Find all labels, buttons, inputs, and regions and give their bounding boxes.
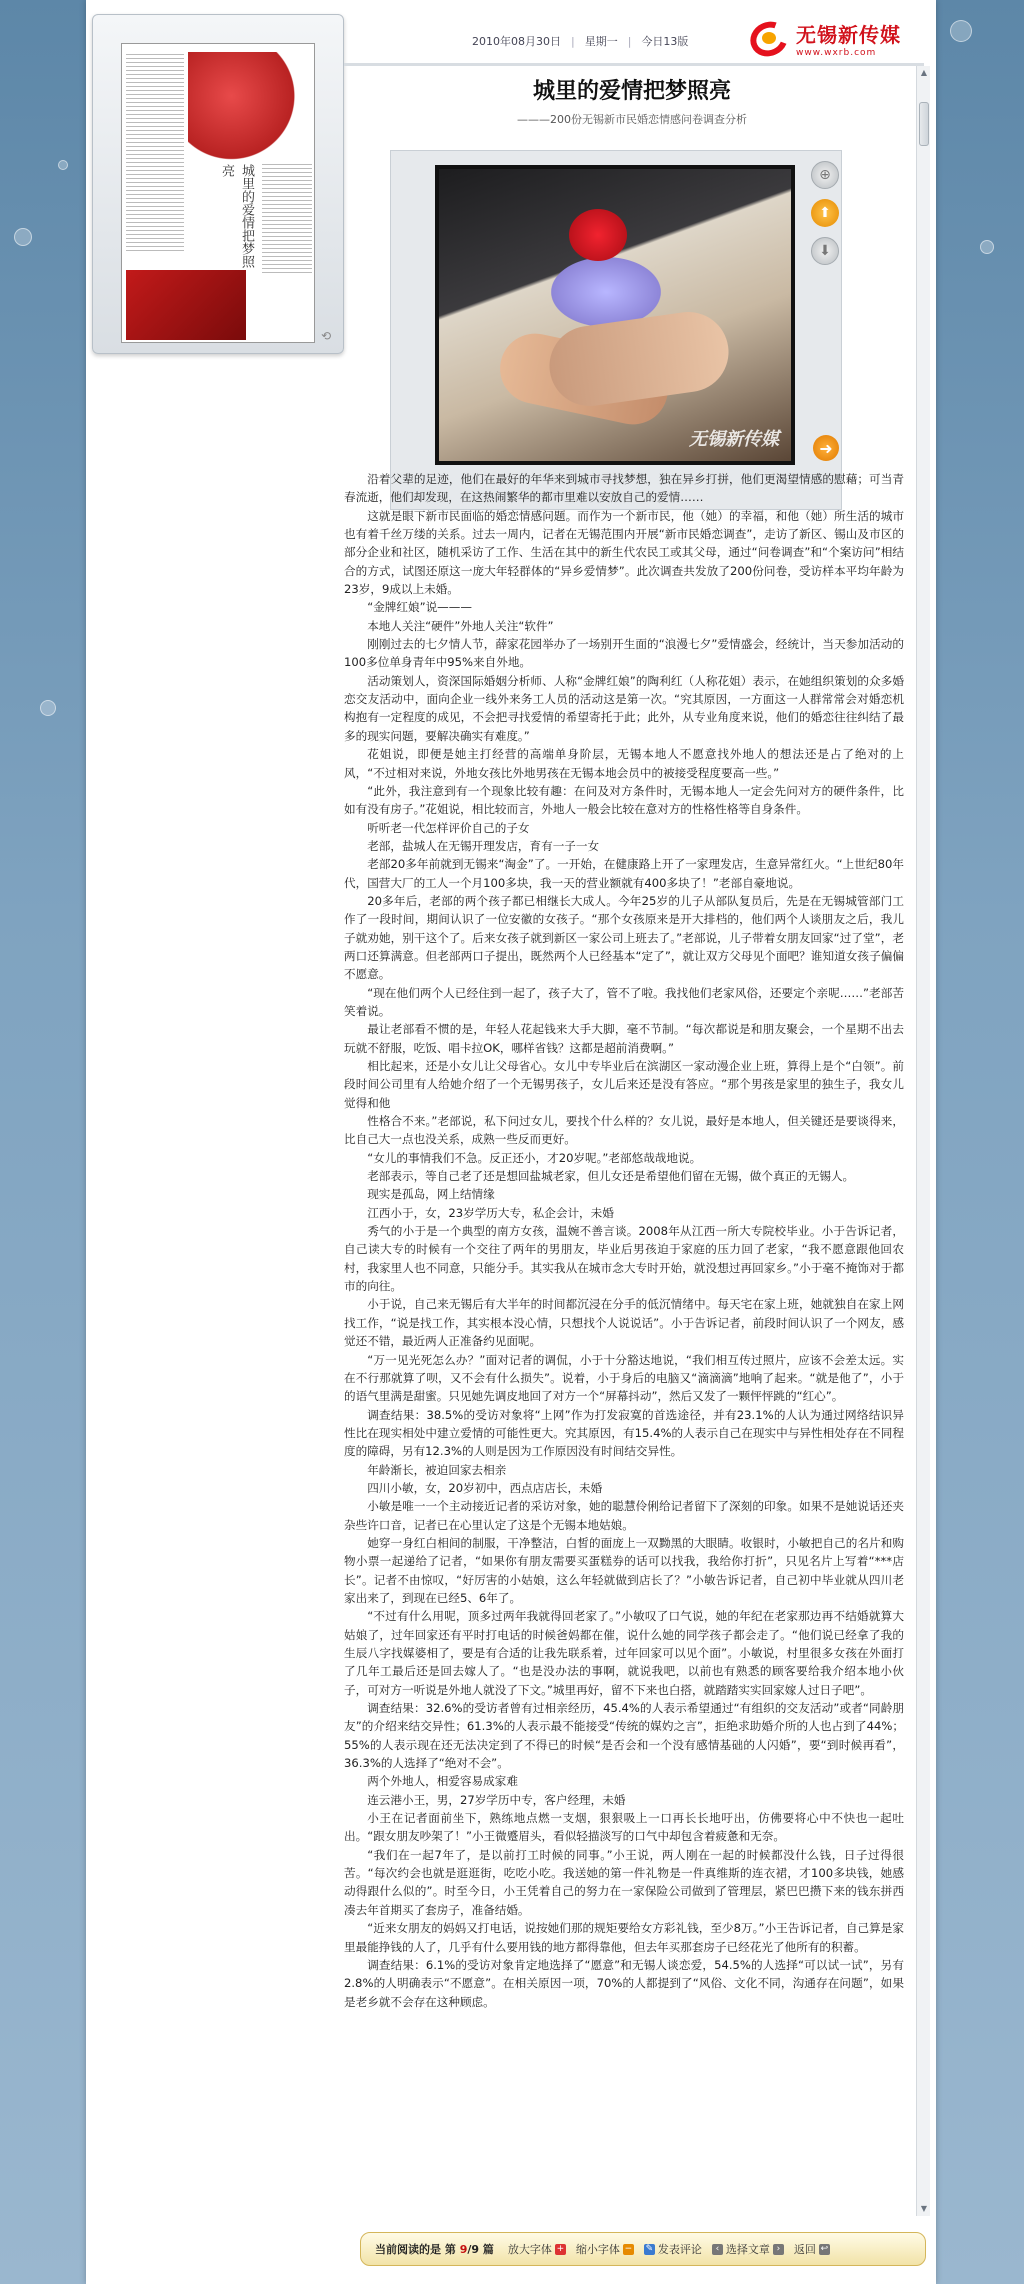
article-paragraph: 这就是眼下新市民面临的婚恋情感问题。而作为一个新市民，他（她）的幸福，和他（她）所生活的城市也有着千丝万缕的关系。过去一周内，记者在无锡范围内开展“新市民婚恋调查”，走访了新区、锡山及市区的部分企业和社区，随机采访了工作、生活在其中的新生代农民工或其父母，通过“问卷调查”和“个案访问”相结合的方式，试图还原这一庞大年轻群体的“异乡爱情梦”。此次调查共发放了200份问卷，受访样本平均年龄为23岁，9成以上未婚。: [344, 508, 904, 597]
scroll-up-icon[interactable]: ▲: [920, 68, 928, 77]
enlarge-font-button[interactable]: [508, 2241, 566, 2257]
background-bubble: [14, 228, 32, 246]
logo-url: www.wxrb.com: [796, 47, 877, 58]
article-paragraph: 江西小于，女，23岁学历大专，私企会计，未婚: [367, 1205, 614, 1220]
scrollbar[interactable]: [916, 66, 930, 2216]
photo-controls: [811, 161, 841, 275]
chevron-left-icon: ‹: [712, 2244, 723, 2255]
plus-icon: +: [556, 2243, 565, 2254]
article-paragraph: 小王在记者面前坐下，熟练地点燃一支烟，狠狠吸上一口再长长地吁出，仿佛要将心中不快也一起吐出。“跟女朋友吵架了！”小王微蹙眉头，看似轻描淡写的口气中却包含着疲惫和无奈。: [344, 1811, 904, 1844]
article-paragraph: “不过有什么用呢，顶多过两年我就得回老家了。”小敏叹了口气说，她的年纪在老家那边再不结婚就算大姑娘了，过年回家还有平时打电话的时候爸妈都在催，说什么她的同学孩子都会走了。“他们说已经拿了我的生辰八字找媒婆相了，要是有合适的让我先联系着，过年回家可以见个面”。小敏说，村里很多女孩在外面打了几年工最后还是回去嫁人了。“也是没办法的事啊，就说我吧，以前也有熟悉的顾客要给我介绍本地小伙子，可对方一听说是外地人就没了下文。”城里再好，留不下来也白搭，就踏踏实实回家嫁人过日子吧”。: [344, 1609, 904, 1697]
comment-label: 发表评论: [657, 2243, 702, 2256]
article-paragraph: 性格合不来。”老部说，私下问过女儿，要找个什么样的？女儿说，最好是本地人，但关键还是要谈得来，比自己大一点也没关系，成熟一些反而更好。: [344, 1114, 904, 1147]
shrink-font-label: 缩小字体: [575, 2243, 620, 2256]
zoom-out-icon[interactable]: ⬇: [811, 237, 839, 265]
thumbnail-text-columns: [262, 164, 312, 274]
article-paragraph: 年龄渐长，被迫回家去相亲: [367, 1462, 507, 1477]
article-paragraph: 沿着父辈的足迹，他们在最好的年华来到城市寻找梦想，独在异乡打拼，他们更渴望情感的慰藉；可当青春流逝，他们却发现，在这热闹繁华的都市里难以安放自己的爱情……: [344, 472, 904, 505]
magnify-icon[interactable]: ⊕: [811, 161, 839, 189]
article-paragraph: 老部，盐城人在无锡开理发店，育有一子一女: [367, 838, 600, 853]
article-paragraph: 现实是孤岛，网上结情缘: [367, 1187, 495, 1202]
reading-suffix: 篇: [482, 2243, 494, 2256]
article-paragraph: 老部表示，等自己老了还是想回盐城老家，但儿女还是希望他们留在无锡，做个真正的无锡人。: [367, 1169, 855, 1184]
back-button[interactable]: [794, 2241, 830, 2257]
edition-link[interactable]: 今日13版: [641, 35, 689, 48]
article-paragraph: “金牌红娘”说———: [367, 600, 472, 615]
select-article-label: 选择文章: [725, 2243, 770, 2256]
arrow-right-icon[interactable]: ➜: [813, 435, 839, 461]
reading-current: 9: [459, 2243, 468, 2256]
page-thumbnail-panel[interactable]: [92, 14, 344, 354]
thumbnail-title: 城里的爱情把梦照亮: [219, 164, 254, 268]
scroll-down-icon[interactable]: ▼: [920, 2204, 928, 2213]
enlarge-font-label: 放大字体: [507, 2243, 552, 2256]
photo-viewer: [390, 150, 842, 510]
back-icon: ↩: [820, 2243, 829, 2254]
article-paragraph: 秀气的小于是一个典型的南方女孩，温婉不善言谈。2008年从江西一所大专院校毕业。小于告诉记者，自己读大专的时候有一个交往了两年的男朋友，毕业后男孩迫于家庭的压力回了老家，“我不愿意跟他回农村，我家里人也不同意，只能分手。其实我从在城市念大专时开始，就没想过再回家乡。”小于毫不掩饰对于都市的向往。: [344, 1224, 904, 1294]
rotate-icon[interactable]: ⟲: [320, 329, 331, 343]
thumbnail-text-columns: [126, 54, 184, 254]
article-title: 城里的爱情把梦照亮: [532, 78, 731, 104]
reading-total: 9: [471, 2243, 480, 2256]
article-paragraph: 老部20多年前就到无锡来“淘金”了。一开始，在健康路上开了一家理发店，生意异常红火。“上世纪80年代，国营大厂的工人一个月100多块，我一天的营业额就有400多块了！”老部自豪地说。: [344, 857, 904, 890]
page-thumbnail[interactable]: [121, 43, 315, 343]
article-body: [344, 470, 904, 2011]
separator: |: [627, 34, 632, 48]
article-paragraph: 她穿一身红白相间的制服，干净整洁，白皙的面庞上一双黝黑的大眼睛。收银时，小敏把自己的名片和购物小票一起递给了记者，“如果你有朋友需要买蛋糕券的话可以找我，我给你打折”，只见名片上写着“***店长”。记者不由惊叹，“好厉害的小姑娘，这么年轻就做到店长了？”小敏告诉记者，自己初中毕业就从四川老家出来了，到现在已经5、6年了。: [344, 1535, 904, 1605]
logo-name: 无锡新传媒: [796, 22, 901, 47]
thumbnail-advert-image: [126, 270, 246, 340]
weekday-text: 星期一: [584, 35, 618, 48]
article-paragraph: 小敏是唯一一个主动接近记者的采访对象，她的聪慧伶俐给记者留下了深刻的印象。如果不是她说话还夹杂些许口音，记者已在心里认定了这是个无锡本地姑娘。: [344, 1499, 904, 1532]
article-paragraph: 调查结果：32.6%的受访者曾有过相亲经历，45.4%的人表示希望通过“有组织的交友活动”或者“同龄朋友”的介绍来结交异性；61.3%的人表示最不能接受“传统的媒妁之言”，拒绝求助婚介所的人也占到了44%；55%的人表示现在还无法决定到了不得已的时候“是否会和一个没有感情基础的人闪婚”，要“到时候再看”，36.3%的人选择了“绝对不会”。: [344, 1701, 904, 1771]
select-article-button[interactable]: [712, 2241, 784, 2257]
article-paragraph: “万一见光死怎么办？”面对记者的调侃，小于十分豁达地说，“我们相互传过照片，应该不会差太远。实在不行那就算了呗，又不会有什么损失”。说着，小于身后的电脑又“滴滴滴”地响了起来。“就是他了”，小于的语气里满是甜蜜。只见她先调皮地回了对方一个“屏幕抖动”，然后又发了一颗怦怦跳的“红心”。: [344, 1352, 904, 1404]
article-paragraph: 最让老部看不惯的是，年轻人花起钱来大手大脚，毫不节制。“每次都说是和朋友聚会，一个星期不出去玩就不舒服，吃饭、唱卡拉OK，哪样省钱？这都是超前消费啊。”: [344, 1022, 904, 1055]
article-paragraph: “我们在一起7年了，是以前打工时候的同事。”小王说，两人刚在一起的时候都没什么钱，日子过得很苦。“每次约会也就是逛逛街，吃吃小吃。我送她的第一件礼物是一件真维斯的连衣裙，才100多块钱，她感动得跟什么似的”。时至今日，小王凭着自己的努力在一家保险公司做到了管理层，紧巴巴攒下来的钱东拼西凑去年首期买了套房子，准备结婚。: [344, 1847, 904, 1917]
article: [344, 66, 920, 2009]
background-bubble: [58, 160, 68, 170]
scrollbar-thumb[interactable]: [919, 102, 929, 146]
separator: |: [571, 34, 575, 48]
article-paragraph: 活动策划人，资深国际婚姻分析师、人称“金牌红娘”的陶利红（人称花姐）表示，在她组织策划的众多婚恋交友活动中，面向企业一线外来务工人员的活动这是第一次。“究其原因，一方面这一人群常常会对婚恋机构抱有一定程度的成见，不会把寻找爱情的希望寄托于此；此外，从专业角度来说，他们的婚恋往往纠结了最多的现实问题，要解决确实有难度。”: [344, 673, 904, 743]
chevron-right-icon: ›: [773, 2244, 784, 2255]
background-bubble: [40, 700, 56, 716]
article-paragraph: 两个外地人，相爱容易成家难: [367, 1774, 518, 1789]
date-bar: [472, 32, 688, 50]
reading-toolbar: [360, 2232, 926, 2266]
reading-prefix: 当前阅读的是 第: [375, 2243, 456, 2256]
background-bubble: [950, 20, 972, 42]
back-label: 返回: [793, 2243, 816, 2256]
site-logo[interactable]: [746, 16, 936, 60]
article-paragraph: “女儿的事情我们不急。反正还小，才20岁呢。”老部悠哉哉地说。: [367, 1150, 702, 1165]
article-paragraph: 本地人关注“硬件”外地人关注“软件”: [367, 618, 554, 633]
photo-watermark: 无锡新传媒: [689, 429, 779, 450]
article-paragraph: “近来女朋友的妈妈又打电话，说按她们那的规矩要给女方彩礼钱，至少8万。”小王告诉记者，自己算是家里最能挣钱的人了，几乎有什么要用钱的地方都得靠他，但去年买那套房子已经花光了他所有的积蓄。: [344, 1921, 904, 1954]
article-paragraph: 相比起来，还是小女儿让父母省心。女儿中专毕业后在滨湖区一家动漫企业上班，算得上是个“白领”。前段时间公司里有人给她介绍了一个无锡男孩子，女儿后来还是没有答应。“那个男孩是家里的独生子，我女儿觉得和他: [344, 1059, 904, 1110]
comment-button[interactable]: [644, 2241, 702, 2257]
article-photo[interactable]: [435, 165, 795, 465]
article-paragraph: 20多年后，老部的两个孩子都已相继长大成人。今年25岁的儿子从部队复员后，先是在无锡城管部门工作了一段时间，期间认识了一位安徽的女孩子。“那个女孩原来是开大排档的，他们两个人谈朋友之后，我儿子就劝她，别干这个了。后来女孩子就到新区一家公司上班去了。”老部说，儿子带着女朋友回家“过了堂”，老两口还算满意。但老部两口子提出，既然两个人已经基本“定了”，就让双方父母见个面吧？谁知道女孩子偏偏不愿意。: [344, 893, 904, 982]
article-paragraph: 四川小敏，女，20岁初中，西点店店长，未婚: [367, 1480, 603, 1495]
zoom-in-icon[interactable]: ⬆: [811, 199, 839, 227]
thumbnail-heart-image: [188, 52, 312, 162]
minus-icon: −: [624, 2243, 633, 2254]
article-paragraph: 花姐说，即便是她主打经营的高端单身阶层，无锡本地人不愿意找外地人的想法还是占了绝对的上风，“不过相对来说，外地女孩比外地男孩在无锡本地会员中的被接受程度要高一些。”: [344, 747, 904, 780]
reading-position: [375, 2241, 494, 2257]
article-paragraph: 调查结果：38.5%的受访对象将“上网”作为打发寂寞的首选途径，并有23.1%的人认为通过网络结识异性比在现实相处中建立爱情的可能性更大。究其原因，有15.4%的人表示自己在现实中与异性相处存在不同程度的障碍，另有12.3%的人则是因为工作原因没有时间结交异性。: [344, 1407, 904, 1459]
article-paragraph: 听听老一代怎样评价自己的子女: [367, 820, 530, 835]
logo-mark-icon: [746, 18, 792, 58]
shrink-font-button[interactable]: [576, 2241, 634, 2257]
page-header: [344, 14, 936, 64]
article-paragraph: 调查结果：6.1%的受访对象肯定地选择了“愿意”和无锡人谈恋爱，54.5%的人选择“可以试一试”，另有2.8%的人明确表示“不愿意”。在相关原因一项，70%的人都提到了“风俗、文化不同，沟通存在问题”，如果是老乡就不会存在这种顾虑。: [344, 1957, 904, 2009]
article-paragraph: 连云港小王，男，27岁学历中专，客户经理，未婚: [367, 1792, 626, 1807]
reading-sep: /: [467, 2243, 472, 2256]
article-paragraph: “现在他们两个人已经住到一起了，孩子大了，管不了啦。我找他们老家风俗，还要定个亲呢……”老部苦笑着说。: [344, 985, 904, 1018]
article-paragraph: 小于说，自己来无锡后有大半年的时间都沉浸在分手的低沉情绪中。每天宅在家上班，她就独自在家上网找工作，“说是找工作，其实根本没心情，只想找个人说说话”。小于告诉记者，前段时间认识了一个网友，感觉还不错，最近两人正准备约见面呢。: [344, 1297, 904, 1349]
article-paragraph: 刚刚过去的七夕情人节，薛家花园举办了一场别开生面的“浪漫七夕”爱情盛会，经统计，当天参加活动的100多位单身青年中95%来自外地。: [344, 637, 904, 670]
article-subtitle: ———200份无锡新市民婚恋情感问卷调查分析: [517, 113, 747, 126]
article-paragraph: “此外，我注意到有一个现象比较有趣：在问及对方条件时，无锡本地人一定会先问对方的硬件条件，比如有没有房子。”花姐说，相比较而言，外地人一般会比较在意对方的性格性格等自身条件。: [344, 783, 904, 817]
background-bubble: [980, 240, 994, 254]
comment-icon: ✎: [645, 2243, 654, 2254]
date-text: 2010年08月30日: [472, 35, 561, 48]
